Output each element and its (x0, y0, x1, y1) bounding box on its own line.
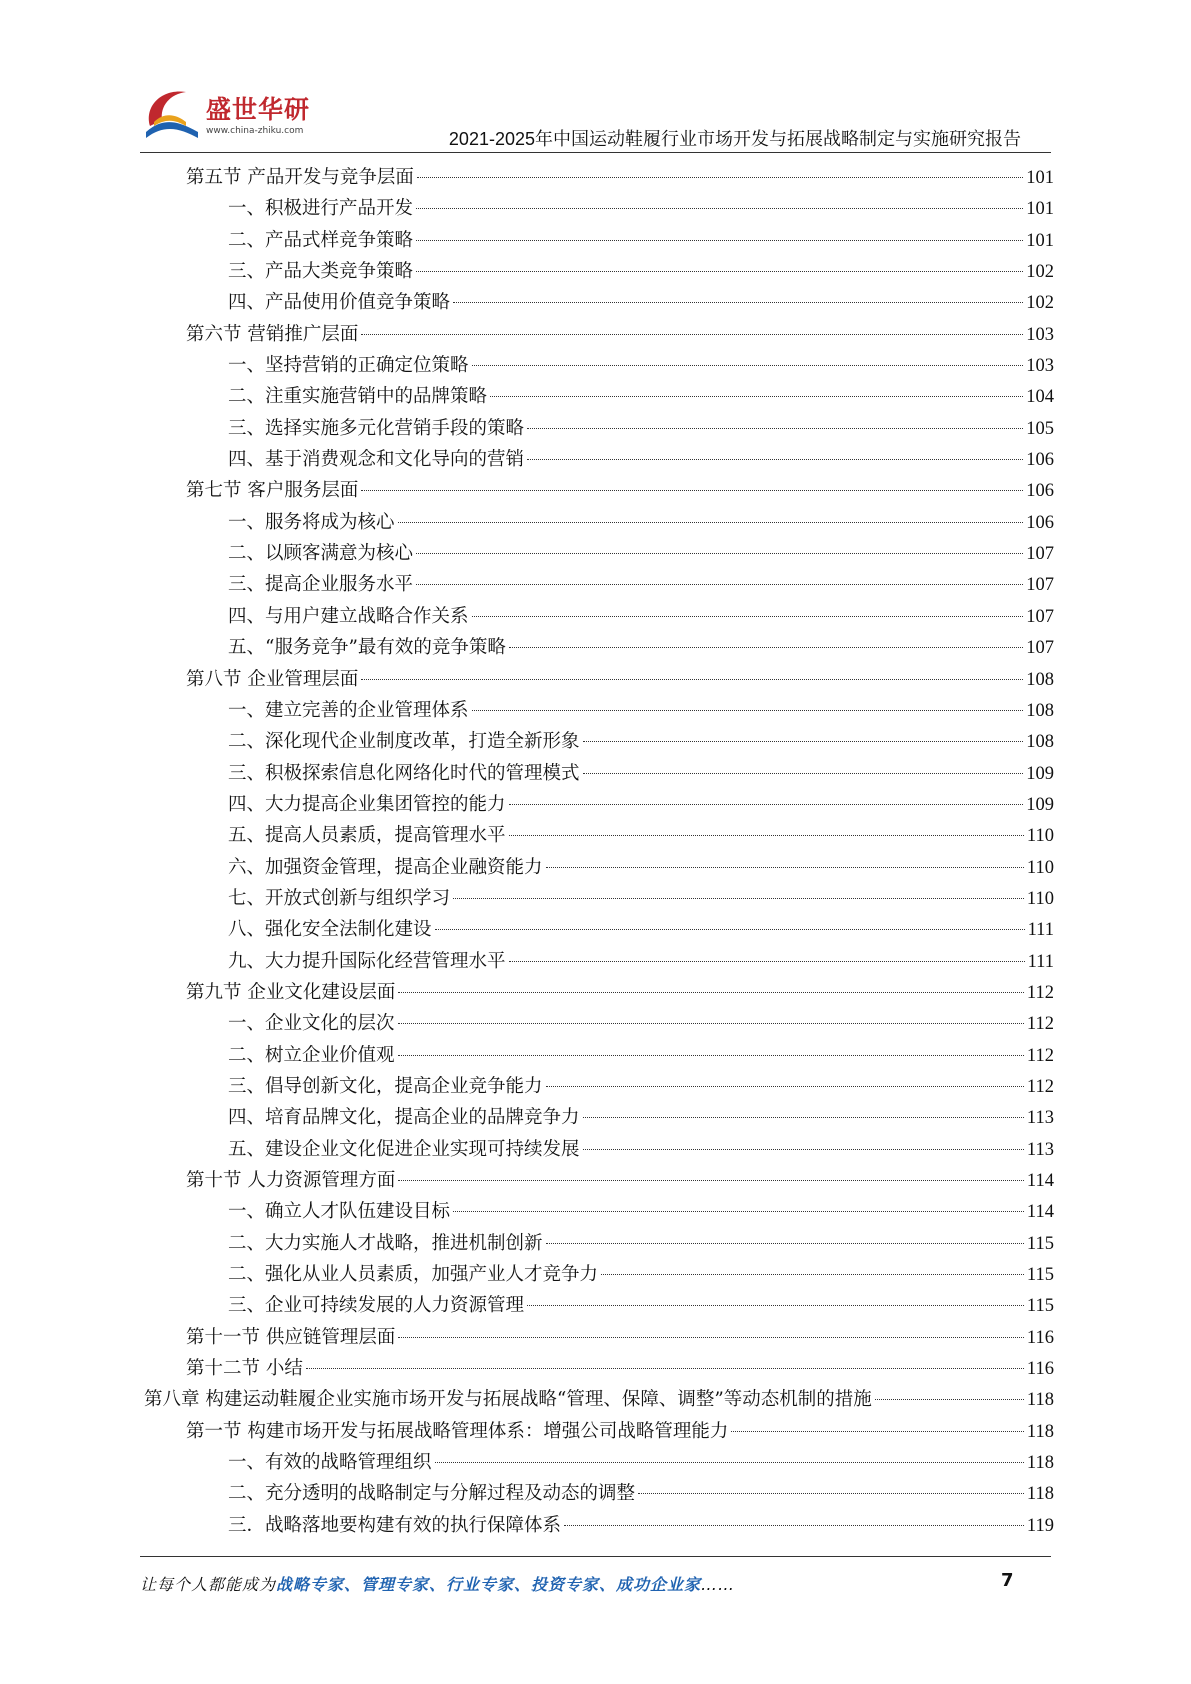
toc-subsection-entry[interactable] (140, 883, 1054, 914)
toc-entry-page: 112 (1026, 1045, 1054, 1066)
toc-dot-leader (398, 1337, 1024, 1338)
toc-subsection-entry[interactable] (140, 1008, 1054, 1039)
toc-entry-page: 118 (1026, 1453, 1054, 1474)
toc-entry-title: 二、树立企业价值观 (228, 1044, 395, 1066)
toc-dot-leader (453, 302, 1023, 303)
toc-subsection-entry[interactable] (140, 789, 1054, 820)
toc-dot-leader (583, 773, 1024, 774)
header-divider (140, 152, 1051, 153)
toc-subsection-entry[interactable] (140, 381, 1054, 412)
toc-subsection-entry[interactable] (140, 193, 1054, 224)
toc-entry-page: 108 (1026, 732, 1054, 753)
toc-dot-leader (731, 1431, 1024, 1432)
toc-entry-title: 五、建设企业文化促进企业实现可持续发展 (228, 1138, 580, 1160)
toc-entry-title: 二、充分透明的战略制定与分解过程及动态的调整 (228, 1483, 636, 1505)
toc-chapter-entry[interactable] (140, 1384, 1054, 1415)
toc-entry-title: 四、与用户建立战略合作关系 (228, 605, 469, 627)
toc-dot-leader (416, 584, 1023, 585)
company-logo (140, 82, 320, 144)
toc-subsection-entry[interactable] (140, 1228, 1054, 1259)
toc-dot-leader (306, 1368, 1024, 1369)
toc-entry-title: 五、提高人员素质，提高管理水平 (228, 825, 506, 847)
toc-entry-page: 118 (1026, 1484, 1054, 1505)
toc-dot-leader (472, 616, 1024, 617)
toc-dot-leader (509, 961, 1025, 962)
toc-entry-title: 一、建立完善的企业管理体系 (228, 699, 469, 721)
slogan-prefix: 让每个人都能成为 (140, 1575, 277, 1594)
toc-section-entry[interactable] (140, 1322, 1054, 1353)
toc-subsection-entry[interactable] (140, 946, 1054, 977)
toc-subsection-entry[interactable] (140, 695, 1054, 726)
toc-dot-leader (416, 208, 1023, 209)
toc-dot-leader (875, 1399, 1024, 1400)
slogan-suffix: …… (701, 1575, 736, 1594)
toc-entry-title: 三．战略落地要构建有效的执行保障体系 (228, 1514, 562, 1536)
toc-entry-title: 一、积极进行产品开发 (228, 198, 414, 220)
toc-entry-page: 113 (1026, 1108, 1054, 1129)
toc-entry-page: 106 (1026, 481, 1054, 502)
toc-dot-leader (527, 1305, 1024, 1306)
toc-entry-title: 一、企业文化的层次 (228, 1013, 395, 1035)
toc-entry-page: 112 (1026, 982, 1054, 1003)
toc-section-entry[interactable] (140, 977, 1054, 1008)
toc-section-entry[interactable] (140, 475, 1054, 506)
toc-subsection-entry[interactable] (140, 1040, 1054, 1071)
toc-entry-title: 三、积极探索信息化网络化时代的管理模式 (228, 762, 580, 784)
toc-entry-page: 110 (1026, 857, 1054, 878)
toc-dot-leader (453, 1211, 1024, 1212)
toc-entry-title: 第十节 人力资源管理方面 (186, 1170, 396, 1191)
toc-dot-leader (398, 1180, 1024, 1181)
toc-entry-page: 107 (1026, 606, 1054, 627)
toc-entry-page: 103 (1026, 356, 1054, 377)
toc-dot-leader (416, 240, 1023, 241)
toc-entry-page: 108 (1026, 669, 1054, 690)
toc-subsection-entry[interactable] (140, 413, 1054, 444)
toc-entry-page: 101 (1026, 168, 1054, 188)
toc-entry-page: 105 (1026, 418, 1054, 439)
toc-subsection-entry[interactable] (140, 1259, 1054, 1290)
toc-dot-leader (472, 365, 1024, 366)
toc-entry-title: 第六节 营销推广层面 (186, 323, 359, 345)
toc-dot-leader (398, 992, 1024, 993)
toc-dot-leader (435, 1462, 1024, 1463)
toc-entry-page: 111 (1027, 920, 1054, 941)
toc-dot-leader (398, 1055, 1024, 1056)
toc-entry-title: 一、有效的战略管理组织 (228, 1452, 432, 1474)
toc-entry-title: 三、企业可持续发展的人力资源管理 (228, 1295, 525, 1317)
toc-entry-page: 109 (1026, 763, 1054, 784)
toc-entry-title: 六、加强资金管理，提高企业融资能力 (228, 856, 543, 878)
toc-subsection-entry[interactable] (140, 1447, 1054, 1478)
toc-entry-page: 118 (1026, 1390, 1054, 1411)
toc-entry-page: 115 (1026, 1296, 1054, 1317)
toc-entry-page: 107 (1026, 544, 1054, 565)
toc-subsection-entry[interactable] (140, 726, 1054, 757)
toc-entry-page: 111 (1027, 951, 1054, 972)
toc-entry-page: 109 (1026, 794, 1054, 815)
page-number: 7 (1001, 1570, 1014, 1591)
toc-entry-title: 第八章 构建运动鞋履企业实施市场开发与拓展战略“管理、保障、调整”等动态机制的措施 (144, 1389, 872, 1411)
footer-divider (140, 1556, 1051, 1557)
toc-dot-leader (509, 647, 1023, 648)
toc-subsection-entry[interactable] (140, 287, 1054, 318)
slogan-highlight: 战略专家、管理专家、行业专家、投资专家、成功企业家 (276, 1575, 702, 1594)
toc-dot-leader (583, 1149, 1024, 1150)
toc-section-entry[interactable] (140, 162, 1054, 193)
toc-entry-page: 110 (1026, 888, 1054, 909)
toc-dot-leader (509, 804, 1024, 805)
toc-entry-page: 103 (1026, 324, 1054, 345)
toc-entry-page: 107 (1026, 638, 1054, 659)
toc-entry-page: 101 (1026, 199, 1054, 220)
toc-entry-title: 四、培育品牌文化，提高企业的品牌竞争力 (228, 1107, 580, 1129)
toc-subsection-entry[interactable] (140, 350, 1054, 381)
toc-entry-title: 九、大力提升国际化经营管理水平 (228, 950, 506, 972)
toc-entry-page: 114 (1026, 1171, 1054, 1191)
toc-entry-title: 四、大力提高企业集团管控的能力 (228, 793, 506, 815)
toc-subsection-entry[interactable] (140, 444, 1054, 475)
toc-entry-page: 107 (1026, 575, 1054, 596)
toc-subsection-entry[interactable] (140, 1196, 1054, 1227)
toc-dot-leader (453, 898, 1024, 899)
toc-entry-title: 五、“服务竞争”最有效的竞争策略 (228, 637, 506, 659)
toc-entry-title: 第十一节 供应链管理层面 (186, 1326, 396, 1348)
toc-entry-page: 115 (1026, 1233, 1054, 1254)
toc-dot-leader (417, 177, 1023, 178)
toc-dot-leader (472, 710, 1024, 711)
toc-entry-title: 八、强化安全法制化建设 (228, 919, 432, 941)
toc-entry-title: 第五节 产品开发与竞争层面 (186, 167, 414, 188)
toc-entry-page: 102 (1026, 262, 1054, 283)
toc-dot-leader (416, 271, 1023, 272)
toc-dot-leader (527, 428, 1023, 429)
toc-dot-leader (546, 1243, 1024, 1244)
toc-entry-title: 三、产品大类竞争策略 (228, 261, 414, 283)
toc-dot-leader (527, 459, 1023, 460)
toc-entry-page: 113 (1026, 1139, 1054, 1160)
toc-section-entry[interactable] (140, 1165, 1054, 1196)
toc-dot-leader (361, 679, 1023, 680)
toc-entry-page: 104 (1026, 387, 1054, 408)
toc-entry-title: 二、以顾客满意为核心 (228, 543, 414, 565)
toc-entry-title: 二、注重实施营销中的品牌策略 (228, 386, 488, 408)
toc-section-entry[interactable] (140, 1353, 1054, 1384)
toc-dot-leader (546, 867, 1024, 868)
toc-subsection-entry[interactable] (140, 1134, 1054, 1165)
toc-entry-page: 112 (1026, 1014, 1054, 1035)
logo-icon (140, 82, 204, 144)
toc-entry-page: 102 (1026, 293, 1054, 314)
toc-dot-leader (435, 929, 1025, 930)
toc-entry-title: 二、深化现代企业制度改革，打造全新形象 (228, 731, 580, 753)
toc-subsection-entry[interactable] (140, 758, 1054, 789)
toc-section-entry[interactable] (140, 1416, 1054, 1447)
toc-dot-leader (638, 1493, 1024, 1494)
toc-entry-title: 三、提高企业服务水平 (228, 574, 414, 596)
toc-entry-page: 116 (1026, 1359, 1054, 1380)
toc-subsection-entry[interactable] (140, 507, 1054, 538)
toc-subsection-entry[interactable] (140, 1071, 1054, 1102)
logo-text: 盛世华研 (206, 95, 311, 124)
toc-entry-page: 119 (1026, 1515, 1054, 1536)
toc-dot-leader (601, 1274, 1024, 1275)
toc-section-entry[interactable] (140, 319, 1054, 350)
toc-subsection-entry[interactable] (140, 632, 1054, 663)
toc-entry-page: 101 (1026, 230, 1054, 251)
toc-subsection-entry[interactable] (140, 569, 1054, 600)
document-title: 2021-2025年中国运动鞋履行业市场开发与拓展战略制定与实施研究报告 (448, 129, 1021, 149)
table-of-contents (140, 162, 1054, 1541)
toc-entry-page: 108 (1026, 700, 1054, 721)
toc-dot-leader (490, 396, 1023, 397)
toc-entry-title: 第九节 企业文化建设层面 (186, 981, 396, 1003)
toc-entry-title: 二、强化从业人员素质，加强产业人才竞争力 (228, 1264, 599, 1286)
toc-dot-leader (361, 490, 1023, 491)
toc-entry-title: 三、选择实施多元化营销手段的策略 (228, 417, 525, 439)
toc-entry-title: 四、基于消费观念和文化导向的营销 (228, 449, 525, 471)
toc-dot-leader (546, 1086, 1024, 1087)
toc-subsection-entry[interactable] (140, 914, 1054, 945)
toc-entry-page: 110 (1026, 826, 1054, 847)
toc-dot-leader (583, 741, 1024, 742)
toc-dot-leader (509, 835, 1024, 836)
toc-subsection-entry[interactable] (140, 225, 1054, 256)
logo-url: www.china-zhiku.com (206, 126, 304, 136)
toc-entry-title: 一、服务将成为核心 (228, 511, 395, 533)
toc-dot-leader (361, 334, 1023, 335)
toc-dot-leader (398, 522, 1024, 523)
toc-entry-title: 一、坚持营销的正确定位策略 (228, 355, 469, 377)
toc-entry-title: 七、开放式创新与组织学习 (228, 887, 451, 909)
toc-entry-title: 第十二节 小结 (186, 1358, 303, 1380)
toc-dot-leader (583, 1117, 1024, 1118)
toc-dot-leader (564, 1525, 1024, 1526)
toc-subsection-entry[interactable] (140, 1478, 1054, 1509)
toc-entry-title: 第七节 客户服务层面 (186, 480, 359, 502)
toc-subsection-entry[interactable] (140, 1510, 1054, 1541)
toc-entry-page: 118 (1026, 1421, 1054, 1442)
toc-subsection-entry[interactable] (140, 1290, 1054, 1321)
toc-entry-page: 106 (1026, 512, 1054, 533)
toc-entry-title: 二、产品式样竞争策略 (228, 229, 414, 251)
toc-subsection-entry[interactable] (140, 538, 1054, 569)
toc-entry-title: 第八节 企业管理层面 (186, 668, 359, 690)
toc-subsection-entry[interactable] (140, 601, 1054, 632)
toc-subsection-entry[interactable] (140, 852, 1054, 883)
toc-entry-page: 115 (1026, 1265, 1054, 1286)
toc-subsection-entry[interactable] (140, 820, 1054, 851)
toc-subsection-entry[interactable] (140, 256, 1054, 287)
toc-entry-title: 一、确立人才队伍建设目标 (228, 1201, 451, 1223)
toc-dot-leader (398, 1023, 1024, 1024)
toc-entry-page: 114 (1026, 1202, 1054, 1223)
footer-slogan (140, 1572, 735, 1595)
toc-dot-leader (416, 553, 1023, 554)
toc-entry-page: 116 (1026, 1327, 1054, 1348)
toc-entry-title: 四、产品使用价值竞争策略 (228, 292, 451, 314)
toc-entry-title: 二、大力实施人才战略，推进机制创新 (228, 1232, 543, 1254)
toc-entry-page: 106 (1026, 450, 1054, 471)
toc-entry-page: 112 (1026, 1076, 1054, 1097)
toc-entry-title: 第一节 构建市场开发与拓展战略管理体系：增强公司战略管理能力 (186, 1420, 729, 1442)
toc-subsection-entry[interactable] (140, 1102, 1054, 1133)
toc-entry-title: 三、倡导创新文化，提高企业竞争能力 (228, 1075, 543, 1097)
toc-section-entry[interactable] (140, 664, 1054, 695)
